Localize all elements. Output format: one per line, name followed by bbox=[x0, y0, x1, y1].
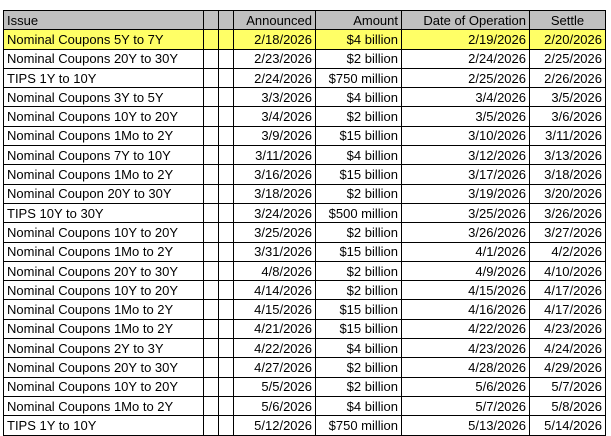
cell-amount[interactable]: $4 billion bbox=[316, 339, 402, 358]
cell-settle[interactable]: 3/11/2026 bbox=[530, 126, 606, 145]
cell-settle[interactable]: 4/23/2026 bbox=[530, 319, 606, 338]
cell-amount[interactable]: $2 billion bbox=[316, 107, 402, 126]
cell-spacer-1[interactable] bbox=[204, 281, 219, 300]
cell-announced[interactable]: 3/18/2026 bbox=[234, 184, 316, 203]
table-row bbox=[4, 30, 606, 49]
cell-date-of-operation[interactable]: 3/10/2026 bbox=[402, 126, 530, 145]
cell-spacer-1[interactable] bbox=[204, 377, 219, 396]
header-spacer-1[interactable] bbox=[204, 11, 219, 30]
cell-settle[interactable]: 5/14/2026 bbox=[530, 416, 606, 435]
cell-settle[interactable]: 3/18/2026 bbox=[530, 165, 606, 184]
cell-spacer-2[interactable] bbox=[219, 300, 234, 319]
header-issue[interactable]: Issue bbox=[4, 11, 204, 30]
table-row bbox=[4, 300, 606, 319]
cell-amount[interactable]: $4 billion bbox=[316, 30, 402, 49]
cell-issue[interactable]: Nominal Coupons 1Mo to 2Y bbox=[4, 319, 204, 338]
cell-announced[interactable]: 4/21/2026 bbox=[234, 319, 316, 338]
cell-settle[interactable]: 4/2/2026 bbox=[530, 242, 606, 261]
cell-announced[interactable]: 5/6/2026 bbox=[234, 396, 316, 415]
cell-announced[interactable]: 3/11/2026 bbox=[234, 146, 316, 165]
cell-spacer-1[interactable] bbox=[204, 339, 219, 358]
cell-issue[interactable]: Nominal Coupons 7Y to 10Y bbox=[4, 146, 204, 165]
cell-spacer-2[interactable] bbox=[219, 377, 234, 396]
cell-spacer-2[interactable] bbox=[219, 165, 234, 184]
cell-spacer-1[interactable] bbox=[204, 261, 219, 280]
table-row bbox=[4, 339, 606, 358]
cell-amount[interactable]: $500 million bbox=[316, 203, 402, 222]
cell-settle[interactable]: 5/8/2026 bbox=[530, 396, 606, 415]
cell-date-of-operation[interactable]: 4/22/2026 bbox=[402, 319, 530, 338]
table-row bbox=[4, 184, 606, 203]
cell-spacer-2[interactable] bbox=[219, 319, 234, 338]
cell-date-of-operation[interactable]: 3/19/2026 bbox=[402, 184, 530, 203]
cell-date-of-operation[interactable]: 5/13/2026 bbox=[402, 416, 530, 435]
cell-spacer-1[interactable] bbox=[204, 107, 219, 126]
cell-issue[interactable]: Nominal Coupons 20Y to 30Y bbox=[4, 358, 204, 377]
cell-amount[interactable]: $15 billion bbox=[316, 319, 402, 338]
header-row bbox=[4, 11, 606, 30]
cell-date-of-operation[interactable]: 3/26/2026 bbox=[402, 223, 530, 242]
cell-amount[interactable]: $750 million bbox=[316, 416, 402, 435]
cell-amount[interactable]: $15 billion bbox=[316, 300, 402, 319]
cell-spacer-2[interactable] bbox=[219, 339, 234, 358]
cell-spacer-2[interactable] bbox=[219, 358, 234, 377]
cell-spacer-1[interactable] bbox=[204, 146, 219, 165]
cell-amount[interactable]: $4 billion bbox=[316, 146, 402, 165]
cell-issue[interactable]: Nominal Coupons 1Mo to 2Y bbox=[4, 300, 204, 319]
cell-spacer-2[interactable] bbox=[219, 223, 234, 242]
cell-issue[interactable]: Nominal Coupons 1Mo to 2Y bbox=[4, 396, 204, 415]
cell-issue[interactable]: Nominal Coupons 10Y to 20Y bbox=[4, 223, 204, 242]
cell-announced[interactable]: 2/18/2026 bbox=[234, 30, 316, 49]
cell-amount[interactable]: $2 billion bbox=[316, 223, 402, 242]
table-row bbox=[4, 261, 606, 280]
cell-issue[interactable]: Nominal Coupons 10Y to 20Y bbox=[4, 281, 204, 300]
cell-spacer-1[interactable] bbox=[204, 319, 219, 338]
cell-announced[interactable]: 4/8/2026 bbox=[234, 261, 316, 280]
cell-announced[interactable]: 3/4/2026 bbox=[234, 107, 316, 126]
cell-amount[interactable]: $750 million bbox=[316, 68, 402, 87]
cell-settle[interactable]: 3/6/2026 bbox=[530, 107, 606, 126]
header-spacer-2[interactable] bbox=[219, 11, 234, 30]
cell-date-of-operation[interactable]: 4/9/2026 bbox=[402, 261, 530, 280]
operations-table bbox=[3, 10, 606, 436]
cell-spacer-1[interactable] bbox=[204, 88, 219, 107]
cell-settle[interactable]: 3/5/2026 bbox=[530, 88, 606, 107]
cell-announced[interactable]: 2/24/2026 bbox=[234, 68, 316, 87]
cell-spacer-2[interactable] bbox=[219, 107, 234, 126]
cell-date-of-operation[interactable]: 4/23/2026 bbox=[402, 339, 530, 358]
cell-amount[interactable]: $2 billion bbox=[316, 281, 402, 300]
table-row bbox=[4, 223, 606, 242]
cell-amount[interactable]: $15 billion bbox=[316, 242, 402, 261]
cell-announced[interactable]: 4/15/2026 bbox=[234, 300, 316, 319]
cell-settle[interactable]: 2/25/2026 bbox=[530, 49, 606, 68]
cell-date-of-operation[interactable]: 2/25/2026 bbox=[402, 68, 530, 87]
cell-issue[interactable]: TIPS 1Y to 10Y bbox=[4, 416, 204, 435]
header-settle[interactable]: Settle bbox=[530, 11, 606, 30]
cell-settle[interactable]: 4/17/2026 bbox=[530, 281, 606, 300]
cell-date-of-operation[interactable]: 2/19/2026 bbox=[402, 30, 530, 49]
cell-issue[interactable]: Nominal Coupons 1Mo to 2Y bbox=[4, 242, 204, 261]
cell-spacer-1[interactable] bbox=[204, 300, 219, 319]
cell-spacer-2[interactable] bbox=[219, 146, 234, 165]
cell-amount[interactable]: $2 billion bbox=[316, 184, 402, 203]
cell-date-of-operation[interactable]: 3/12/2026 bbox=[402, 146, 530, 165]
cell-date-of-operation[interactable]: 4/28/2026 bbox=[402, 358, 530, 377]
cell-date-of-operation[interactable]: 4/1/2026 bbox=[402, 242, 530, 261]
cell-amount[interactable]: $2 billion bbox=[316, 49, 402, 68]
cell-announced[interactable]: 3/25/2026 bbox=[234, 223, 316, 242]
cell-spacer-1[interactable] bbox=[204, 68, 219, 87]
table-row bbox=[4, 242, 606, 261]
cell-settle[interactable]: 3/27/2026 bbox=[530, 223, 606, 242]
cell-announced[interactable]: 3/16/2026 bbox=[234, 165, 316, 184]
cell-announced[interactable]: 4/27/2026 bbox=[234, 358, 316, 377]
cell-issue[interactable]: Nominal Coupons 20Y to 30Y bbox=[4, 261, 204, 280]
cell-settle[interactable]: 4/29/2026 bbox=[530, 358, 606, 377]
table-row bbox=[4, 126, 606, 145]
table-row bbox=[4, 416, 606, 435]
cell-issue[interactable]: Nominal Coupon 20Y to 30Y bbox=[4, 184, 204, 203]
cell-spacer-1[interactable] bbox=[204, 203, 219, 222]
cell-settle[interactable]: 4/17/2026 bbox=[530, 300, 606, 319]
cell-settle[interactable]: 2/20/2026 bbox=[530, 30, 606, 49]
cell-settle[interactable]: 2/26/2026 bbox=[530, 68, 606, 87]
cell-spacer-2[interactable] bbox=[219, 396, 234, 415]
cell-date-of-operation[interactable]: 4/16/2026 bbox=[402, 300, 530, 319]
cell-date-of-operation[interactable]: 2/24/2026 bbox=[402, 49, 530, 68]
cell-date-of-operation[interactable]: 5/7/2026 bbox=[402, 396, 530, 415]
cell-spacer-1[interactable] bbox=[204, 184, 219, 203]
cell-issue[interactable]: TIPS 10Y to 30Y bbox=[4, 203, 204, 222]
cell-spacer-2[interactable] bbox=[219, 261, 234, 280]
cell-spacer-1[interactable] bbox=[204, 396, 219, 415]
cell-spacer-1[interactable] bbox=[204, 30, 219, 49]
cell-spacer-2[interactable] bbox=[219, 416, 234, 435]
cell-spacer-1[interactable] bbox=[204, 242, 219, 261]
cell-amount[interactable]: $15 billion bbox=[316, 165, 402, 184]
cell-issue[interactable]: TIPS 1Y to 10Y bbox=[4, 68, 204, 87]
cell-spacer-2[interactable] bbox=[219, 68, 234, 87]
cell-spacer-2[interactable] bbox=[219, 203, 234, 222]
cell-issue[interactable]: Nominal Coupons 10Y to 20Y bbox=[4, 107, 204, 126]
cell-date-of-operation[interactable]: 3/25/2026 bbox=[402, 203, 530, 222]
cell-spacer-2[interactable] bbox=[219, 126, 234, 145]
cell-announced[interactable]: 3/24/2026 bbox=[234, 203, 316, 222]
table-row bbox=[4, 281, 606, 300]
cell-issue[interactable]: Nominal Coupons 1Mo to 2Y bbox=[4, 165, 204, 184]
table-row bbox=[4, 107, 606, 126]
cell-date-of-operation[interactable]: 3/5/2026 bbox=[402, 107, 530, 126]
cell-date-of-operation[interactable]: 3/17/2026 bbox=[402, 165, 530, 184]
cell-amount[interactable]: $15 billion bbox=[316, 126, 402, 145]
cell-spacer-1[interactable] bbox=[204, 49, 219, 68]
cell-spacer-2[interactable] bbox=[219, 88, 234, 107]
table-row bbox=[4, 396, 606, 415]
cell-date-of-operation[interactable]: 3/4/2026 bbox=[402, 88, 530, 107]
cell-spacer-1[interactable] bbox=[204, 416, 219, 435]
header-date-of-operation[interactable]: Date of Operation bbox=[402, 11, 530, 30]
cell-amount[interactable]: $2 billion bbox=[316, 261, 402, 280]
table-row bbox=[4, 319, 606, 338]
cell-amount[interactable]: $2 billion bbox=[316, 358, 402, 377]
cell-spacer-1[interactable] bbox=[204, 165, 219, 184]
cell-spacer-2[interactable] bbox=[219, 30, 234, 49]
cell-announced[interactable]: 2/23/2026 bbox=[234, 49, 316, 68]
cell-spacer-1[interactable] bbox=[204, 223, 219, 242]
cell-date-of-operation[interactable]: 4/15/2026 bbox=[402, 281, 530, 300]
cell-amount[interactable]: $4 billion bbox=[316, 396, 402, 415]
cell-announced[interactable]: 4/14/2026 bbox=[234, 281, 316, 300]
cell-issue[interactable]: Nominal Coupons 2Y to 3Y bbox=[4, 339, 204, 358]
cell-date-of-operation[interactable]: 5/6/2026 bbox=[402, 377, 530, 396]
cell-spacer-2[interactable] bbox=[219, 49, 234, 68]
cell-spacer-2[interactable] bbox=[219, 281, 234, 300]
cell-issue[interactable]: Nominal Coupons 20Y to 30Y bbox=[4, 49, 204, 68]
cell-announced[interactable]: 5/5/2026 bbox=[234, 377, 316, 396]
table-row bbox=[4, 203, 606, 222]
cell-spacer-2[interactable] bbox=[219, 184, 234, 203]
cell-announced[interactable]: 5/12/2026 bbox=[234, 416, 316, 435]
cell-issue[interactable]: Nominal Coupons 5Y to 7Y bbox=[4, 30, 204, 49]
cell-spacer-1[interactable] bbox=[204, 126, 219, 145]
cell-announced[interactable]: 4/22/2026 bbox=[234, 339, 316, 358]
table-row bbox=[4, 88, 606, 107]
cell-settle[interactable]: 4/24/2026 bbox=[530, 339, 606, 358]
cell-settle[interactable]: 3/20/2026 bbox=[530, 184, 606, 203]
cell-issue[interactable]: Nominal Coupons 10Y to 20Y bbox=[4, 377, 204, 396]
cell-settle[interactable]: 3/13/2026 bbox=[530, 146, 606, 165]
cell-spacer-2[interactable] bbox=[219, 242, 234, 261]
table-row bbox=[4, 146, 606, 165]
cell-announced[interactable]: 3/31/2026 bbox=[234, 242, 316, 261]
table-row bbox=[4, 49, 606, 68]
table-row bbox=[4, 377, 606, 396]
cell-settle[interactable]: 4/10/2026 bbox=[530, 261, 606, 280]
cell-settle[interactable]: 5/7/2026 bbox=[530, 377, 606, 396]
header-amount[interactable]: Amount bbox=[316, 11, 402, 30]
cell-amount[interactable]: $2 billion bbox=[316, 377, 402, 396]
table-row bbox=[4, 358, 606, 377]
cell-issue[interactable]: Nominal Coupons 3Y to 5Y bbox=[4, 88, 204, 107]
cell-amount[interactable]: $4 billion bbox=[316, 88, 402, 107]
table-row bbox=[4, 68, 606, 87]
cell-announced[interactable]: 3/9/2026 bbox=[234, 126, 316, 145]
header-announced[interactable]: Announced bbox=[234, 11, 316, 30]
cell-issue[interactable]: Nominal Coupons 1Mo to 2Y bbox=[4, 126, 204, 145]
cell-spacer-1[interactable] bbox=[204, 358, 219, 377]
cell-settle[interactable]: 3/26/2026 bbox=[530, 203, 606, 222]
cell-announced[interactable]: 3/3/2026 bbox=[234, 88, 316, 107]
table-row bbox=[4, 165, 606, 184]
